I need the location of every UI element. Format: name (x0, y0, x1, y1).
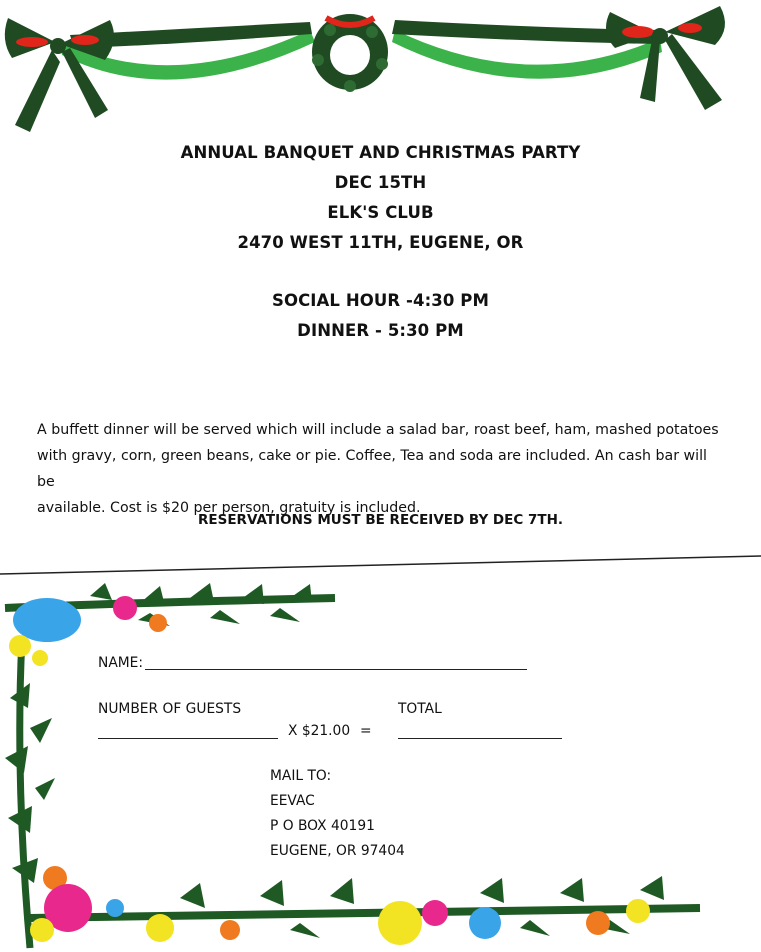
ornament-yellow-icon (626, 899, 650, 923)
wreath-icon (312, 14, 388, 92)
ornament-pink-icon (113, 596, 137, 620)
ornament-blue-icon (106, 899, 124, 917)
ornament-yellow-icon (378, 901, 422, 945)
event-venue: ELK'S CLUB (327, 203, 434, 222)
ornament-orange-icon (149, 614, 167, 632)
ornament-yellow-icon (146, 914, 174, 942)
event-date: DEC 15TH (334, 173, 427, 192)
price-label: X $21.00 (288, 723, 351, 739)
mail-box: P O BOX 40191 (270, 818, 375, 834)
ornament-yellow-icon (32, 650, 48, 666)
event-address: 2470 WEST 11TH, EUGENE, OR (237, 233, 524, 252)
social-hour: SOCIAL HOUR -4:30 PM (271, 291, 489, 310)
dinner-time: DINNER - 5:30 PM (297, 321, 464, 340)
left-bow-icon (5, 18, 114, 132)
ornament-pink-icon (422, 900, 448, 926)
mail-org: EEVAC (270, 793, 315, 809)
name-field[interactable] (145, 669, 527, 670)
total-field[interactable] (398, 738, 562, 739)
equals-sign: = (360, 723, 372, 739)
garland-decoration (0, 0, 761, 140)
reservation-notice: RESERVATIONS MUST BE RECEIVED BY DEC 7TH. (198, 512, 563, 528)
ornament-orange-icon (586, 911, 610, 935)
holly-border-decoration (0, 578, 761, 952)
description-line: with gravy, corn, green beans, cake or pie. Coffee, Tea and soda are included. An cash bar will be (37, 448, 707, 490)
guests-field[interactable] (98, 738, 278, 739)
event-title: ANNUAL BANQUET AND CHRISTMAS PARTY (180, 143, 581, 162)
mail-to-label: MAIL TO: (270, 768, 332, 784)
ornament-yellow-icon (30, 918, 54, 942)
ornament-orange-icon (220, 920, 240, 940)
total-label: TOTAL (398, 701, 442, 717)
guests-label: NUMBER OF GUESTS (98, 701, 242, 717)
ornament-blue-icon (13, 598, 81, 642)
cut-divider (0, 548, 761, 578)
ornament-blue-icon (469, 907, 501, 939)
description (37, 417, 727, 521)
description-line: available. Cost is $20 per person, gratuity is included. (37, 500, 421, 516)
name-label: NAME: (98, 655, 144, 671)
ornament-yellow-icon (9, 635, 31, 657)
description-line: A buffett dinner will be served which will include a salad bar, roast beef, ham, mashed potatoes (37, 422, 719, 438)
mail-city: EUGENE, OR 97404 (270, 843, 405, 859)
